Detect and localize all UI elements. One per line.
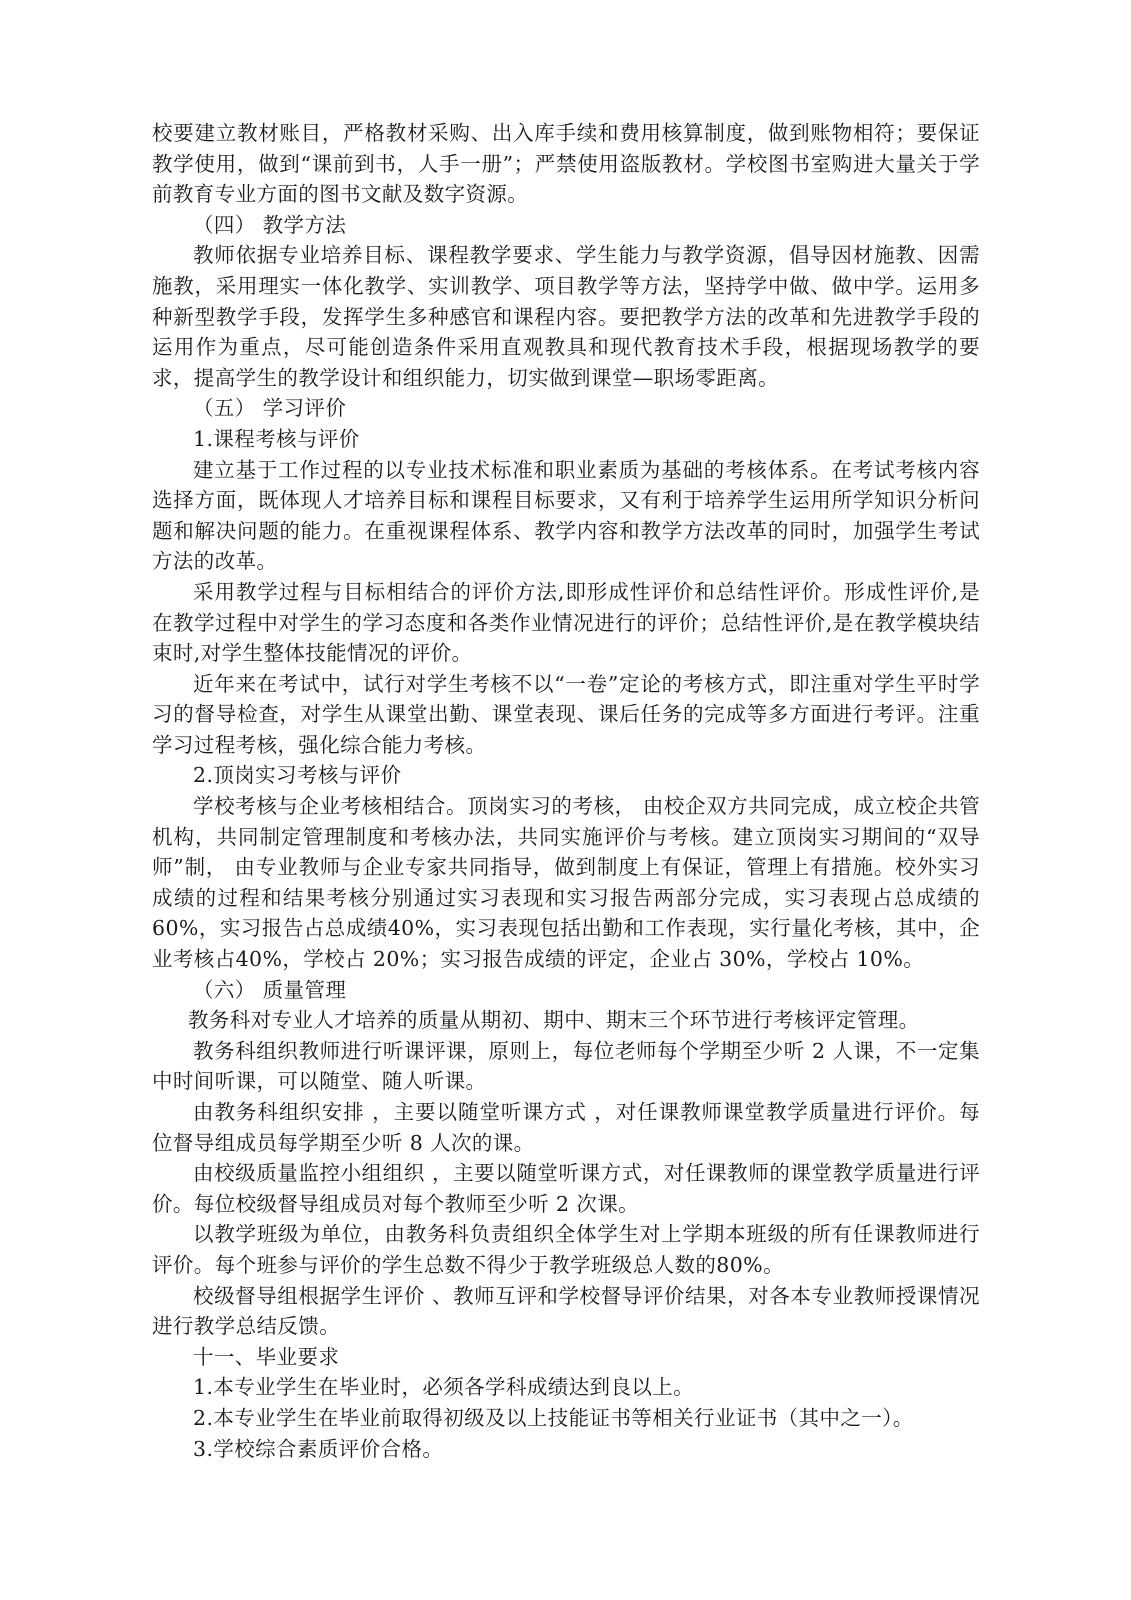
paragraph-exam-reform: 近年来在考试中，试行对学生考核不以“一卷”定论的考核方式，即注重对学生平时学习的督导检查，对学生从课堂出勤、课堂表现、课后任务的完成等多方面进行考评。注重学习过程考核，强化综合能力考核。 xyxy=(152,671,980,757)
paragraph-textbooks: 校要建立教材账目，严格教材采购、出入库手续和费用核算制度，做到账物相符；要保证教学使用，做到“课前到书，人手一册”；严禁使用盗版教材。学校图书室购进大量关于学前教育专业方面的图书文献及数字资源。 xyxy=(152,121,980,207)
paragraph-peer-observation: 教务科组织教师进行听课评课，原则上，每位老师每个学期至少听 2 人课，不一定集中时间听课，可以随堂、随人听课。 xyxy=(152,1038,980,1094)
paragraph-internship-assessment: 学校考核与企业考核相结合。顶岗实习的考核， 由校企双方共同完成，成立校企共管机构，共同制定管理制度和考核办法，共同实施评价与考核。建立顶岗实习期间的“双导师”制， 由专业教师与企业专家共同指导，做到制度上有保证，管理上有措施。校外实习成绩的过程和结果考核分别通过实习表现和实习报告两部分完成，实习表现占总成绩的60%，实习报告占总成绩40%，实习表现包括出勤和工作表现，实行量化考核，其中，企业考核占40%，学校占 20%；实习报告成绩的评定，企业占 30%，学校占 10%。 xyxy=(152,794,980,972)
paragraph-evaluation-methods: 采用教学过程与目标相结合的评价方法,即形成性评价和总结性评价。形成性评价,是在教学过程中对学生的学习态度和各类作业情况进行的评价；总结性评价,是在教学模块结束时,对学生整体技能情况的评价。 xyxy=(152,579,980,666)
paragraph-feedback: 校级督导组根据学生评价 、教师互评和学校督导评价结果，对各本专业教师授课情况进行教学总结反馈。 xyxy=(152,1283,980,1339)
heading-learning-evaluation: （五） 学习评价 xyxy=(193,396,347,421)
paragraph-school-monitoring: 由校级质量监控小组组织 ，主要以随堂听课方式，对任课教师的课堂教学质量进行评价。每位校级督导组成员对每个教师至少听 2 次课。 xyxy=(152,1161,980,1216)
heading-quality-management: （六） 质量管理 xyxy=(193,977,347,1002)
heading-internship-assessment: 2.顶岗实习考核与评价 xyxy=(193,763,402,788)
paragraph-student-evaluation: 以教学班级为单位，由教务科负责组织全体学生对上学期本班级的所有任课教师进行评价。每个班参与评价的学生总数不得少于教学班级总人数的80%。 xyxy=(152,1222,980,1277)
list-item-requirement-2: 2.本专业学生在毕业前取得初级及以上技能证书等相关行业证书（其中之一）。 xyxy=(193,1405,914,1430)
paragraph-teaching-methods: 教师依据专业培养目标、课程教学要求、学生能力与教学资源，倡导因材施教、因需施教，采用理实一体化教学、实训教学、项目教学等方法，坚持学中做、做中学。运用多种新型教学手段，发挥学生多种感官和课程内容。要把教学方法的改革和先进教学手段的运用作为重点，尽可能创造条件采用直观教具和现代教育技术手段，根据现场教学的要求，提高学生的教学设计和组织能力，切实做到课堂—职场零距离。 xyxy=(152,243,980,390)
heading-teaching-methods: （四） 教学方法 xyxy=(193,212,347,237)
list-item-requirement-1: 1.本专业学生在毕业时，必须各学科成绩达到良以上。 xyxy=(193,1375,695,1400)
paragraph-assessment-system: 建立基于工作过程的以专业技术标准和职业素质为基础的考核体系。在考试考核内容选择方面，既体现人才培养目标和课程目标要求，又有利于培养学生运用所学知识分析问题和解决问题的能力。在重视课程体系、教学内容和教学方法改革的同时，加强学生考试方法的改革。 xyxy=(152,457,980,574)
paragraph-quality-overview: 教务科对专业人才培养的质量从期初、期中、期末三个环节进行考核评定管理。 xyxy=(188,1008,920,1033)
heading-graduation-requirements: 十一、毕业要求 xyxy=(193,1344,340,1369)
document-body xyxy=(152,118,980,1464)
list-item-requirement-3: 3.学校综合素质评价合格。 xyxy=(193,1436,444,1461)
heading-course-assessment: 1.课程考核与评价 xyxy=(193,426,360,451)
paragraph-supervision-observation: 由教务科组织安排 ，主要以随堂听课方式 ，对任课教师课堂教学质量进行评价。每位督导组成员每学期至少听 8 人次的课。 xyxy=(152,1100,980,1155)
